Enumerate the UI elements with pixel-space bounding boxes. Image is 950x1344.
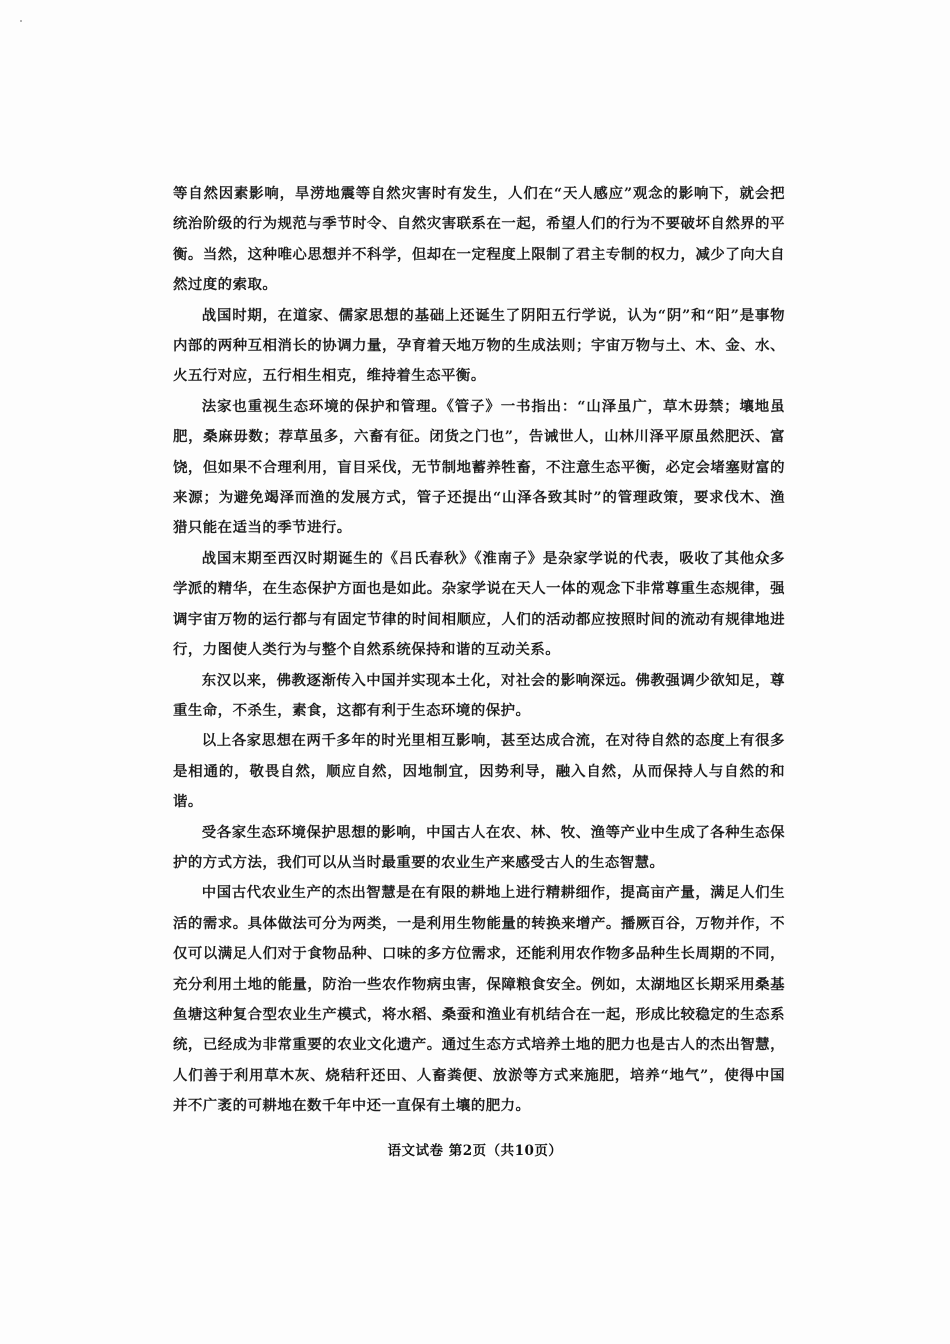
paragraph-practices: 受各家生态环境保护思想的影响，中国古人在农、林、牧、渔等产业中生成了各种生态保护的方式方法，我们可以从当时最重要的农业生产来感受古人的生态智慧。: [173, 823, 785, 871]
paragraph-buddhism: 东汉以来，佛教逐渐传入中国并实现本土化，对社会的影响深远。佛教强调少欲知足，尊重生命，不杀生，素食，这都有利于生态环境的保护。: [173, 671, 785, 719]
paragraph-legalism: 法家也重视生态环境的保护和管理。《管子》一书指出：“山泽虽广，草木毋禁；壤地虽肥，桑麻毋数；荐草虽多，六畜有征。闭货之门也”，告诫世人，山林川泽平原虽然肥沃、富饶，但如果不合理利用，盲目采伐，无节制地蓄养牲畜，不注意生态平衡，必定会堵塞财富的来源；为避免竭泽而渔的发展方式，管子还提出“山泽各致其时”的管理政策，要求伐木、渔猎只能在适当的季节进行。: [173, 397, 785, 537]
page-footer: 语文试卷 第2页（共10页）: [387, 1143, 563, 1159]
paragraph-synthesis: 以上各家思想在两千多年的时光里相互影响，甚至达成合流，在对待自然的态度上有很多是相通的，敬畏自然，顺应自然，因地制宜，因势利导，融入自然，从而保持人与自然的和谐。: [173, 732, 785, 811]
paragraph-agriculture: 中国古代农业生产的杰出智慧是在有限的耕地上进行精耕细作，提高亩产量，满足人们生活的需求。具体做法可分为两类，一是利用生物能量的转换来增产。播厥百谷，万物并作，不仅可以满足人们对于食物品种、口味的多方位需求，还能利用农作物多品种生长周期的不同，充分利用土地的能量，防治一些农作物病虫害，保障粮食安全。例如，太湖地区长期采用桑基鱼塘这种复合型农业生产模式，将水稻、桑蚕和渔业有机结合在一起，形成比较稳定的生态系统，已经成为非常重要的农业文化遗产。通过生态方式培养土地的肥力也是古人的杰出智慧，人们善于利用草木灰、烧秸秆还田、人畜粪便、放淤等方式来施肥，培养“地气”，使得中国并不广袤的可耕地在数千年中还一直保有土壤的肥力。: [173, 884, 785, 1115]
paragraph-yin-yang: 战国时期，在道家、儒家思想的基础上还诞生了阴阳五行学说，认为“阴”和“阳”是事物内部的两种互相消长的协调力量，孕育着天地万物的生成法则；宇宙万物与土、木、金、水、火五行对应，五行相生相克，维持着生态平衡。: [173, 306, 785, 385]
paragraph-continued: 等自然因素影响，旱涝地震等自然灾害时有发生，人们在“天人感应”观念的影响下，就会把统治阶级的行为规范与季节时令、自然灾害联系在一起，希望人们的行为不要破坏自然界的平衡。当然，这种唯心思想并不科学，但却在一定程度上限制了君主专制的权力，减少了向大自然过度的索取。: [173, 185, 785, 294]
scan-speck: [20, 20, 22, 22]
paragraph-eclectic-school: 战国末期至西汉时期诞生的《吕氏春秋》《淮南子》是杂家学说的代表，吸收了其他众多学派的精华，在生态保护方面也是如此。杂家学说在天人一体的观念下非常尊重生态规律，强调宇宙万物的运行都与有固定节律的时间相顺应，人们的活动都应按照时间的流动有规律地进行，力图使人类行为与整个自然系统保持和谐的互动关系。: [173, 549, 785, 659]
document-body: [173, 179, 785, 1122]
